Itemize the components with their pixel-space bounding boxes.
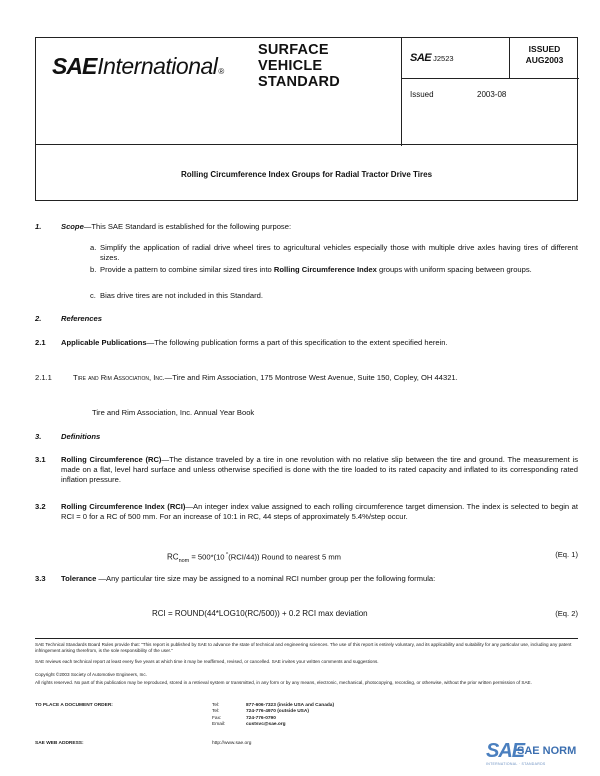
tel-value: 877-606-7323 (inside USA and Canada) [246, 703, 335, 708]
issued-status [510, 44, 579, 66]
list-text: Provide a pattern to combine similar sized tires into [100, 265, 274, 274]
contact-labels [212, 703, 225, 728]
sae-norm-logo: SAE [486, 740, 525, 762]
list-label: a. [90, 243, 97, 252]
issued-text: Issued [410, 90, 434, 99]
subsection-3-3 [35, 574, 578, 584]
issued-label: ISSUED [528, 44, 561, 54]
list-item-a [90, 243, 578, 263]
web-label-row [35, 741, 84, 747]
equation-rhs: (RCI/44)) Round to nearest 5 mm [228, 552, 341, 562]
sae-norm-badge [486, 740, 578, 768]
sae-norm-text: SAE NORM [517, 745, 577, 757]
subsection-text: —An integer index value assigned to each rolling circumference target dimension. The index is selected to begin at RCI = 0 for a RC of 500 mm. For an increase of 10:1 in RC, 44 steps of approximately 5.4%/step occur. [61, 502, 578, 521]
section-heading: References [61, 314, 102, 323]
issued-date: 2003-08 [477, 90, 507, 99]
doc-number: J2523 [433, 54, 454, 63]
subsection-heading: Rolling Circumference (RC) [61, 455, 162, 464]
order-label [35, 703, 113, 709]
subsection-2-1 [35, 338, 578, 348]
section-scope [35, 222, 578, 232]
list-text: groups with uniform spacing between groups. [376, 265, 532, 274]
subsection-text: —The distance traveled by a tire in one revolution with no relative slip between the tire and ground. The measurement is made on a flat, level hard surface and unless otherwise specified is done with the tire loaded to its rated capacity and inflated to its corresponding rated inflation pressure. [61, 455, 578, 484]
section-heading: Definitions [61, 432, 101, 441]
equation-mid: = 500*(10 [189, 552, 225, 562]
subsection-text: —Any particular tire size may be assigned to a nominal RCI number group per the following formula: [96, 574, 436, 583]
section-heading: Scope [61, 222, 84, 231]
title-box [35, 145, 578, 201]
standard-type-line: SURFACE [258, 42, 329, 58]
subsection-heading: Applicable Publications [61, 338, 147, 347]
footer-rights: All rights reserved. No part of this publication may be reproduced, stored in a retrieval system or transmitted, in any form or by any means, electronic, mechanical, photocopying, recording, or otherwise, without the prior written permission of SAE. [35, 680, 532, 685]
sae-norm-subtitle: INTERNATIONAL · STANDARDS [486, 762, 546, 766]
web-address-link[interactable]: http://www.sae.org [212, 741, 252, 746]
list-label: c. [90, 291, 96, 300]
fax-label: Fax: [212, 715, 222, 721]
reference-yearbook: Tire and Rim Association, Inc. Annual Year Book [92, 408, 255, 417]
equation-2 [152, 609, 578, 619]
subsection-heading: Tolerance [61, 574, 97, 583]
subsection-number: 3.3 [35, 574, 46, 583]
equation-tag: (Eq. 2) [555, 609, 578, 618]
equation-tag: (Eq. 1) [555, 550, 578, 559]
section-number: 1. [35, 222, 42, 231]
standard-type-line: STANDARD [258, 74, 340, 90]
email-label: Email: [212, 721, 226, 727]
subsection-text: —The following publication forms a part of this specification to the extent specified herein. [146, 338, 448, 347]
email-value[interactable]: custsvc@sae.org [246, 721, 286, 727]
section-references [35, 314, 578, 324]
list-text: Bias drive tires are not included in this Standard. [100, 291, 263, 300]
list-label: b. [90, 265, 97, 274]
fax-value: 724-776-0790 [246, 715, 276, 721]
equation-1 [167, 550, 578, 566]
section-number: 3. [35, 432, 42, 441]
doc-prefix: SAE [410, 52, 432, 64]
tel-label: Tel: [212, 703, 220, 708]
list-item-b [90, 265, 578, 275]
footer-rules-note: SAE Technical Standards Board Rules provide that: "This report is published by SAE to advance the state of technical and engineering sciences. The use of this report is entirely voluntary, and its applicability and suitability for any particular use, including any patent infringement arising therefrom, is the sole responsibility of the user." [35, 642, 572, 653]
subsection-number: 3.1 [35, 455, 46, 464]
subsection-number: 2.1 [35, 338, 46, 347]
subsection-3-1 [35, 455, 578, 485]
subsection-3-2 [35, 502, 578, 522]
document-title: Rolling Circumference Index Groups for Radial Tractor Drive Tires [180, 170, 433, 179]
list-text: Simplify the application of radial drive wheel tires to agricultural vehicles especially those with multiple drive axles having tires of different sizes. [100, 243, 578, 262]
subsection-number: 2.1.1 [35, 373, 52, 382]
section-text: —This SAE Standard is established for the following purpose: [83, 222, 292, 231]
footer-copyright: Copyright ©2003 Society of Automotive Engineers, Inc. [35, 672, 147, 677]
subsection-heading: Rolling Circumference Index (RCI) [61, 502, 186, 511]
standard-type-title [258, 42, 340, 90]
tel-label: Tel: [212, 709, 220, 715]
issued-code: AUG2003 [525, 55, 564, 65]
web-label: SAE WEB ADDRESS: [35, 741, 84, 746]
document-header [35, 37, 578, 145]
subsection-2-1-1 [35, 373, 578, 383]
web-address-row [212, 741, 251, 747]
section-number: 2. [35, 314, 42, 323]
logo-trademark: ® [218, 67, 225, 76]
equation-subscript: nom [178, 558, 190, 565]
list-text-bold: Rolling Circumference Index [273, 265, 377, 274]
header-divider [401, 38, 402, 146]
logo-sae: SAE [52, 53, 97, 79]
section-definitions [35, 432, 578, 442]
subsection-text: —Tire and Rim Association, 175 Montrose West Avenue, Suite 150, Copley, OH 44321. [164, 373, 458, 382]
footer-review-note: SAE reviews each technical report at least every five years at which time it may be reaffirmed, revised, or cancelled. SAE invites your written comments and suggestions. [35, 659, 379, 664]
standard-type-line: VEHICLE [258, 58, 323, 74]
contact-values [246, 703, 334, 728]
equation-lhs: RC [167, 552, 179, 562]
header-divider [401, 78, 579, 79]
equation-body: RCI = ROUND(44*LOG10(RC/500)) + 0.2 RCI max deviation [152, 609, 368, 618]
document-number [410, 52, 454, 64]
issued-date-line [410, 90, 507, 99]
footer-rule [35, 638, 578, 639]
subsection-number: 3.2 [35, 502, 46, 511]
order-label-text: TO PLACE A DOCUMENT ORDER: [35, 703, 113, 708]
tel-value: 724-776-4970 (outside USA) [246, 709, 309, 715]
logo-international: International [97, 53, 218, 79]
equation-superscript: ^ [224, 552, 229, 558]
organization-name: Tire and Rim Association, Inc. [73, 373, 165, 382]
list-item-c [90, 291, 578, 301]
sae-international-logo [52, 53, 224, 83]
